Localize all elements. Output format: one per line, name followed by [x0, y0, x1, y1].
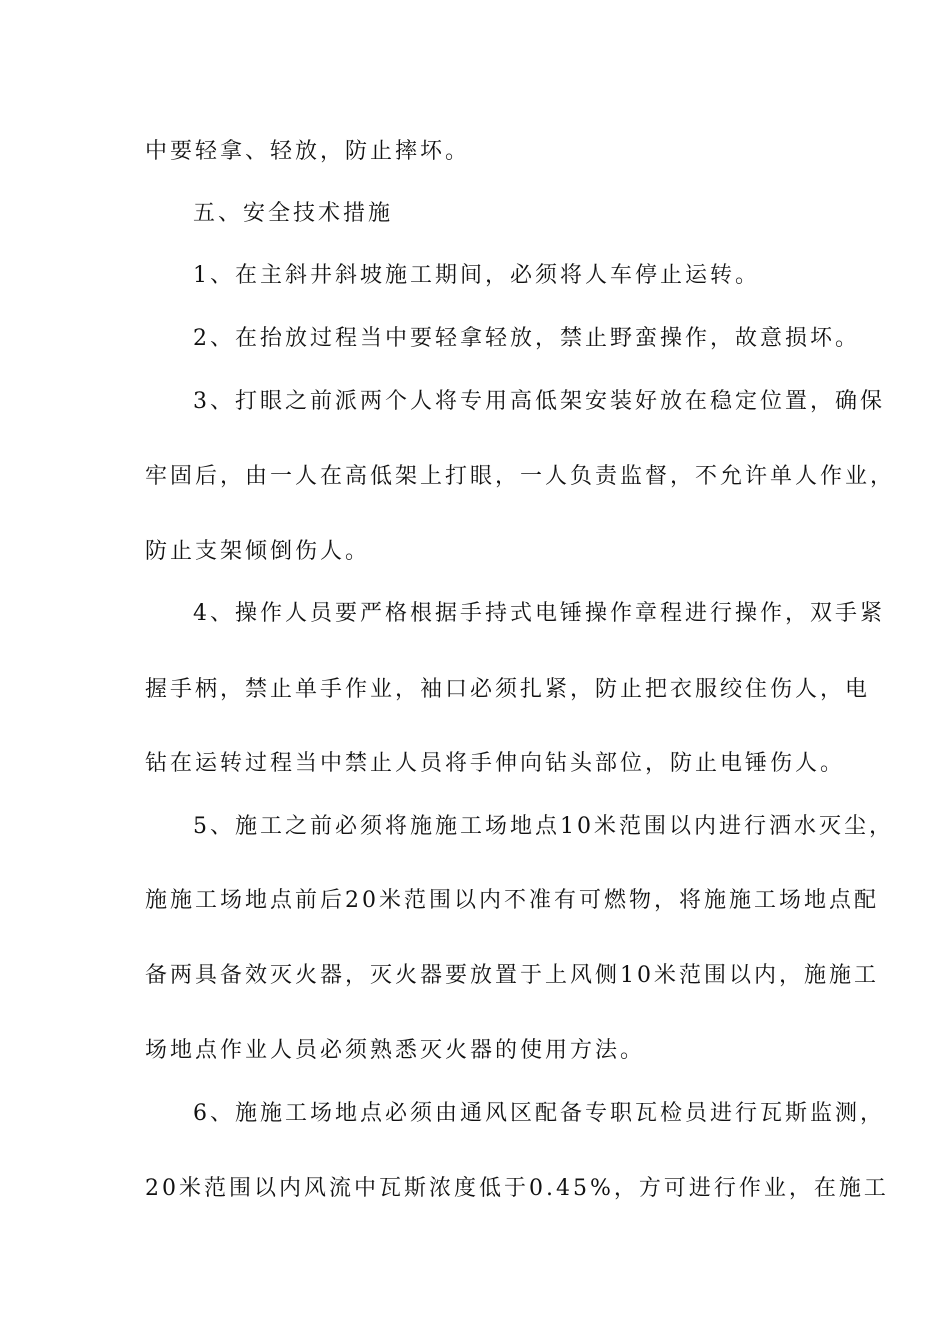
- text-line: 场地点作业人员必须熟悉灭火器的使用方法。: [145, 1038, 646, 1063]
- text-line: 4、操作人员要严格根据手持式电锤操作章程进行操作，双手紧: [193, 601, 885, 626]
- text-line: 1、在主斜井斜坡施工期间，必须将人车停止运转。: [193, 263, 760, 288]
- text-line: 施施工场地点前后20米范围以内不准有可燃物，将施施工场地点配: [145, 888, 879, 913]
- text-line: 2、在抬放过程当中要轻拿轻放，禁止野蛮操作，故意损坏。: [193, 326, 860, 351]
- section-heading: 五、安全技术措施: [193, 201, 394, 226]
- text-line: 20米范围以内风流中瓦斯浓度低于0.45%，方可进行作业，在施工: [145, 1176, 889, 1201]
- text-line: 中要轻拿、轻放，防止摔坏。: [145, 139, 471, 164]
- text-line: 6、施施工场地点必须由通风区配备专职瓦检员进行瓦斯监测，: [193, 1101, 885, 1126]
- text-line: 防止支架倾倒伤人。: [145, 539, 371, 564]
- text-line: 5、施工之前必须将施施工场地点10米范围以内进行洒水灭尘，: [193, 814, 894, 839]
- text-line: 钻在运转过程当中禁止人员将手伸向钻头部位，防止电锤伤人。: [145, 751, 846, 776]
- text-line: 3、打眼之前派两个人将专用高低架安装好放在稳定位置，确保: [193, 389, 885, 414]
- text-line: 握手柄，禁止单手作业，袖口必须扎紧，防止把衣服绞住伤人，电: [145, 677, 871, 702]
- text-line: 备两具备效灭火器，灭火器要放置于上风侧10米范围以内，施施工: [145, 963, 879, 988]
- text-line: 牢固后，由一人在高低架上打眼，一人负责监督，不允许单人作业，: [145, 464, 896, 489]
